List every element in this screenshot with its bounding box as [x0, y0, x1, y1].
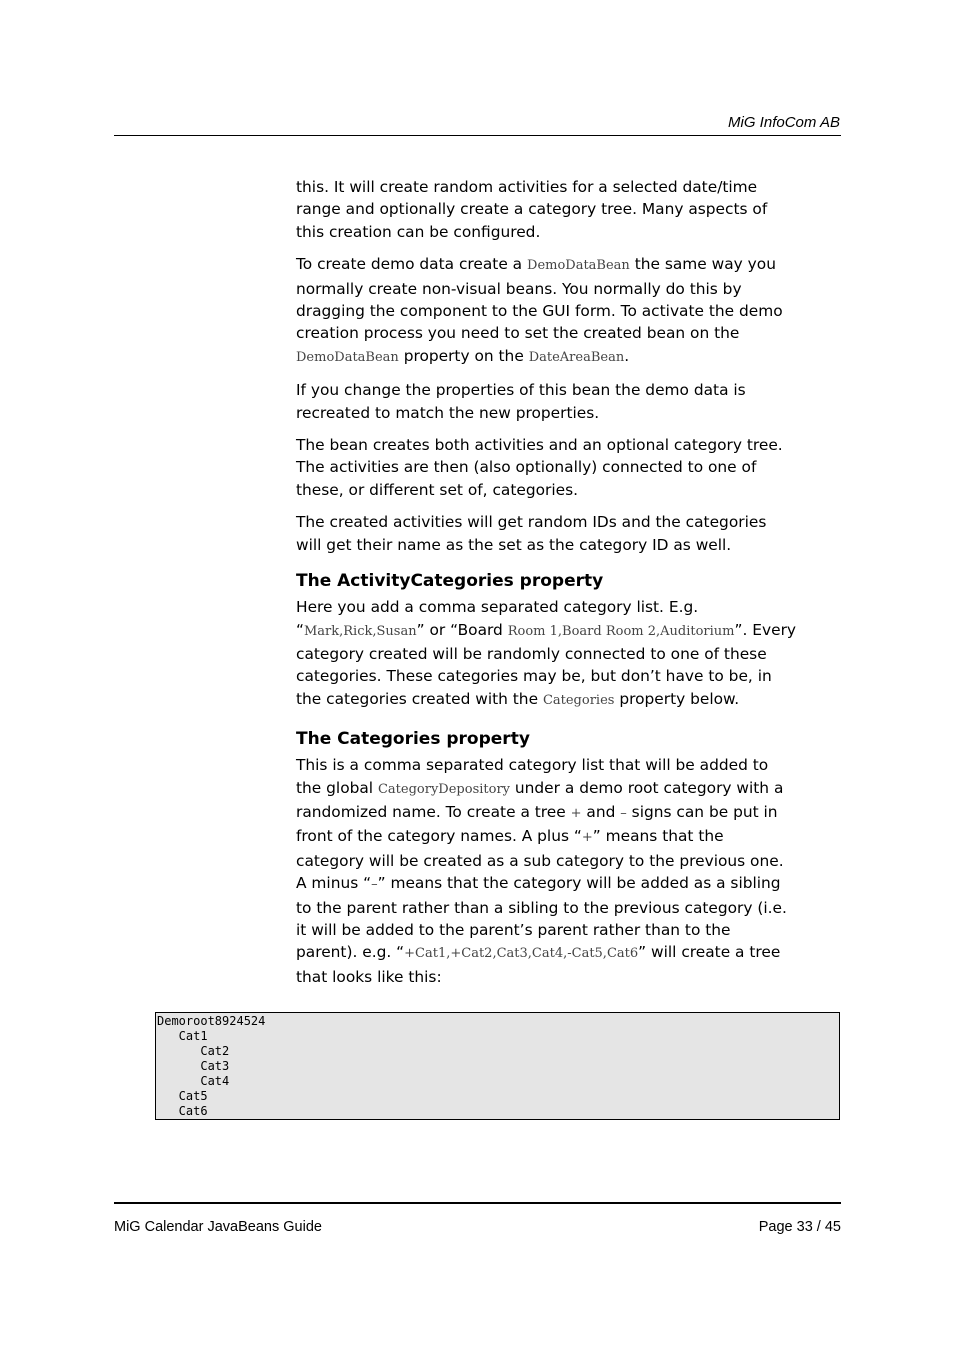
- heading-activity-categories: The ActivityCategories property: [296, 571, 604, 592]
- paragraph-random-ids: The created activities will get random IDs and the categories will get their name as the set as the category ID as well.: [296, 513, 767, 554]
- text: This is a comma separated category list that will be added to the global: [296, 756, 769, 797]
- code-demodatabean: DemoDataBean: [296, 349, 399, 365]
- code-example: Mark,Rick,Susan: [303, 623, 417, 639]
- code-plus: +: [570, 805, 582, 821]
- text: under a demo root category with a randomized name. To create a tree: [296, 778, 784, 821]
- code-example-tree: +Cat1,+Cat2,Cat3,Cat4,-Cat5,Cat6: [404, 946, 639, 962]
- text: signs can be put in front of the category names. A plus “: [296, 802, 778, 846]
- code-demodatabean: DemoDataBean: [527, 258, 630, 274]
- text: ” will create a tree that looks like this:: [296, 943, 781, 986]
- text: To create demo data create a: [296, 255, 528, 274]
- text: ” means that the category will be created as a sub category to the previous one. A minus “: [296, 827, 784, 893]
- footer-rule: [114, 1202, 841, 1204]
- paragraph-bean-creates: The bean creates both activities and an optional category tree. The activities are then (also optionally) connected to one of these, or different set of, categories.: [296, 436, 783, 499]
- text: ” or “Board: [416, 620, 508, 639]
- code-minus: –: [620, 805, 627, 821]
- code-categorydepository: CategoryDepository: [377, 781, 511, 797]
- footer-title: MiG Calendar JavaBeans Guide: [114, 1219, 322, 1235]
- footer-page-number: Page 33 / 45: [758, 1219, 841, 1235]
- text: the same way you normally create non-visual beans. You normally do this by dragging the component to the GUI form. To activate the demo creation process you need to set the created bean on the: [296, 255, 783, 343]
- text: Here you add a comma separated category list. E.g. “: [296, 598, 699, 639]
- code-plus: +: [581, 830, 593, 846]
- code-categories: Categories: [542, 692, 615, 708]
- main-content: [296, 176, 796, 998]
- code-dateareabean: DateAreaBean: [528, 349, 625, 365]
- code-minus: –: [371, 877, 378, 893]
- paragraph-properties: If you change the properties of this bean the demo data is recreated to match the new properties.: [296, 381, 746, 422]
- code-example: Room 1,Board Room 2,Auditorium: [507, 623, 735, 639]
- paragraph-activity-categories: [296, 596, 796, 712]
- paragraph-intro: this. It will create random activities for a selected date/time range and optionally create a category tree. Many aspects of this creation can be configured.: [296, 178, 768, 241]
- text: and: [581, 802, 621, 821]
- text: property on the: [398, 346, 529, 365]
- paragraph-categories: [296, 754, 796, 988]
- text: property below.: [614, 689, 740, 708]
- heading-categories: The Categories property: [296, 729, 530, 750]
- header-company: MiG InfoCom AB: [728, 114, 840, 131]
- header-rule: [114, 135, 841, 136]
- paragraph-demo-data: [296, 253, 796, 369]
- text: ”. Every category created will be randomly connected to one of these categories. These categories may be, but don’t have to be, in the categories created with the: [296, 620, 797, 708]
- code-block-tree: Demoroot8924524 Cat1 Cat2 Cat3 Cat4 Cat5 Cat6: [155, 1012, 840, 1120]
- text: .: [624, 346, 630, 365]
- text: ” means that the category will be added as a sibling to the parent rather than a sibling to the previous category (i.e. it will be added to the parent’s parent rather than to the parent). e.g. “: [296, 874, 787, 962]
